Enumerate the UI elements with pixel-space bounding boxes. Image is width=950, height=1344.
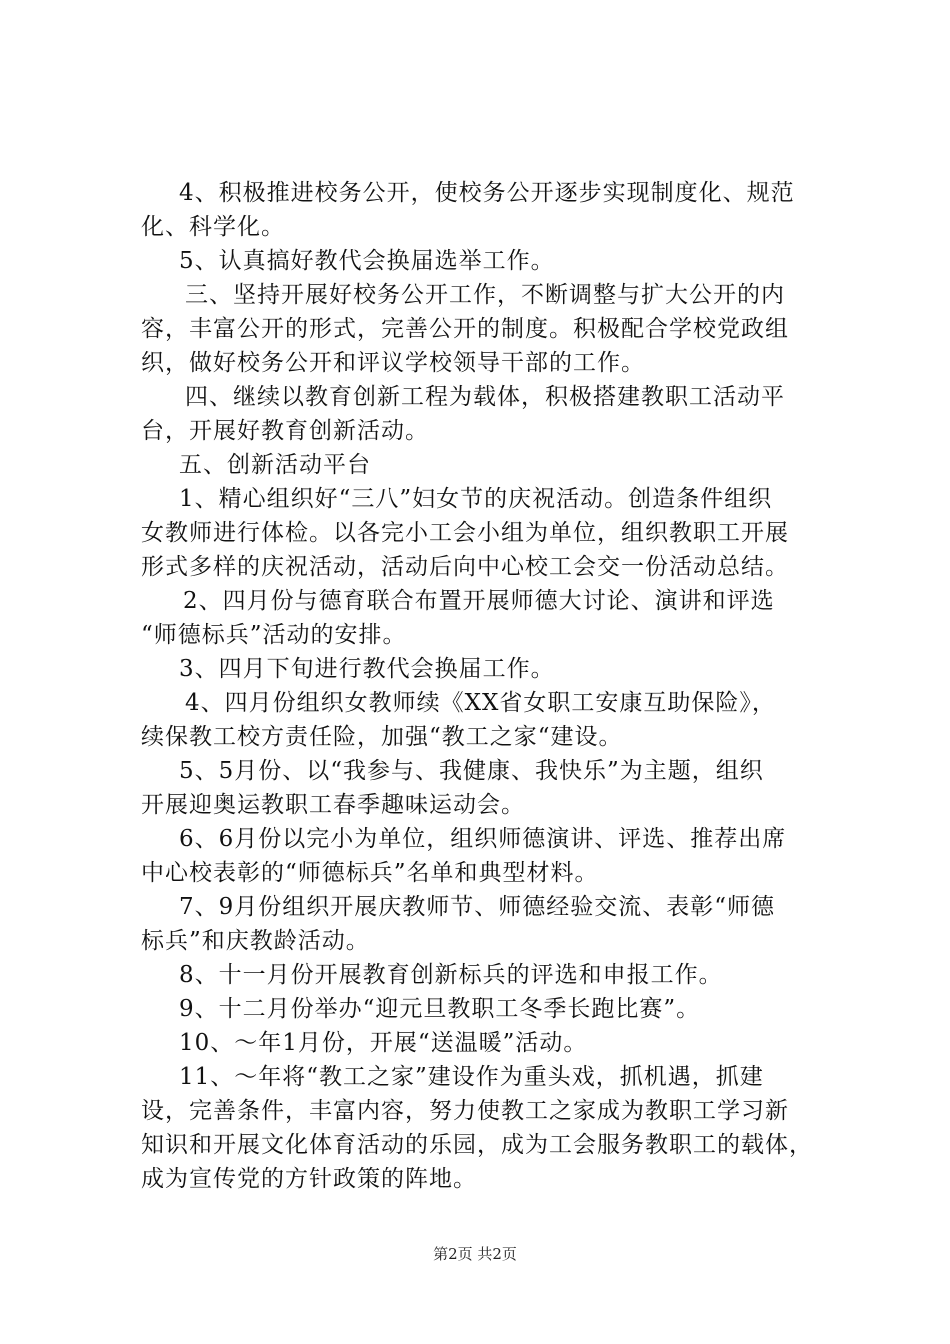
text-line: 11、～年将“教工之家”建设作为重头戏，抓机遇，抓建 [179, 1064, 764, 1090]
text-line: 设，完善条件，丰富内容，努力使教工之家成为教职工学习新 [141, 1098, 789, 1124]
text-line: 7、9月份组织开展庆教师节、师德经验交流、表彰“师德 [179, 894, 776, 920]
text-line: 四、继续以教育创新工程为载体，积极搭建教职工活动平 [185, 384, 785, 410]
text-line: 织，做好校务公开和评议学校领导干部的工作。 [141, 350, 645, 376]
text-line: 开展迎奥运教职工春季趣味运动会。 [141, 792, 525, 818]
text-line: 五、创新活动平台 [179, 452, 371, 478]
text-line: 续保教工校方责任险，加强“教工之家“建设。 [141, 724, 623, 750]
text-line: 三、坚持开展好校务公开工作，不断调整与扩大公开的内 [185, 282, 785, 308]
page-number-label: 第2页 共2页 [433, 1245, 517, 1263]
text-line: 10、～年1月份，开展“送温暖”活动。 [179, 1030, 588, 1056]
text-line: 5、5月份、以“我参与、我健康、我快乐”为主题，组织 [179, 758, 764, 784]
text-line: 知识和开展文化体育活动的乐园，成为工会服务教职工的载体， [141, 1132, 813, 1158]
text-line: 台，开展好教育创新活动。 [141, 418, 429, 444]
document-body [141, 176, 841, 1196]
text-line: 容，丰富公开的形式，完善公开的制度。积极配合学校党政组 [141, 316, 789, 342]
text-line: 1、精心组织好“三八”妇女节的庆祝活动。创造条件组织 [179, 486, 773, 512]
text-line: 8、十一月份开展教育创新标兵的评选和申报工作。 [179, 962, 723, 988]
text-line: “师德标兵”活动的安排。 [141, 622, 407, 648]
text-line: 化、科学化。 [141, 214, 285, 240]
text-line: 4、积极推进校务公开，使校务公开逐步实现制度化、规范 [179, 180, 795, 206]
text-line: 成为宣传党的方针政策的阵地。 [141, 1166, 477, 1192]
text-line: 3、四月下旬进行教代会换届工作。 [179, 656, 555, 682]
text-line: 形式多样的庆祝活动，活动后向中心校工会交一份活动总结。 [141, 554, 789, 580]
text-line: 4、四月份组织女教师续《XX省女职工安康互助保险》， [185, 690, 776, 716]
text-line: 女教师进行体检。以各完小工会小组为单位，组织教职工开展 [141, 520, 789, 546]
text-line: 9、十二月份举办“迎元旦教职工冬季长跑比赛”。 [179, 996, 701, 1022]
text-line: 中心校表彰的“师德标兵”名单和典型材料。 [141, 860, 599, 886]
text-line: 标兵”和庆教龄活动。 [141, 928, 370, 954]
text-line: 6、6月份以完小为单位，组织师德演讲、评选、推荐出席 [179, 826, 787, 852]
text-line: 2、四月份与德育联合布置开展师德大讨论、演讲和评选 [183, 588, 775, 614]
page-footer [0, 1244, 950, 1264]
text-line: 5、认真搞好教代会换届选举工作。 [179, 248, 555, 274]
